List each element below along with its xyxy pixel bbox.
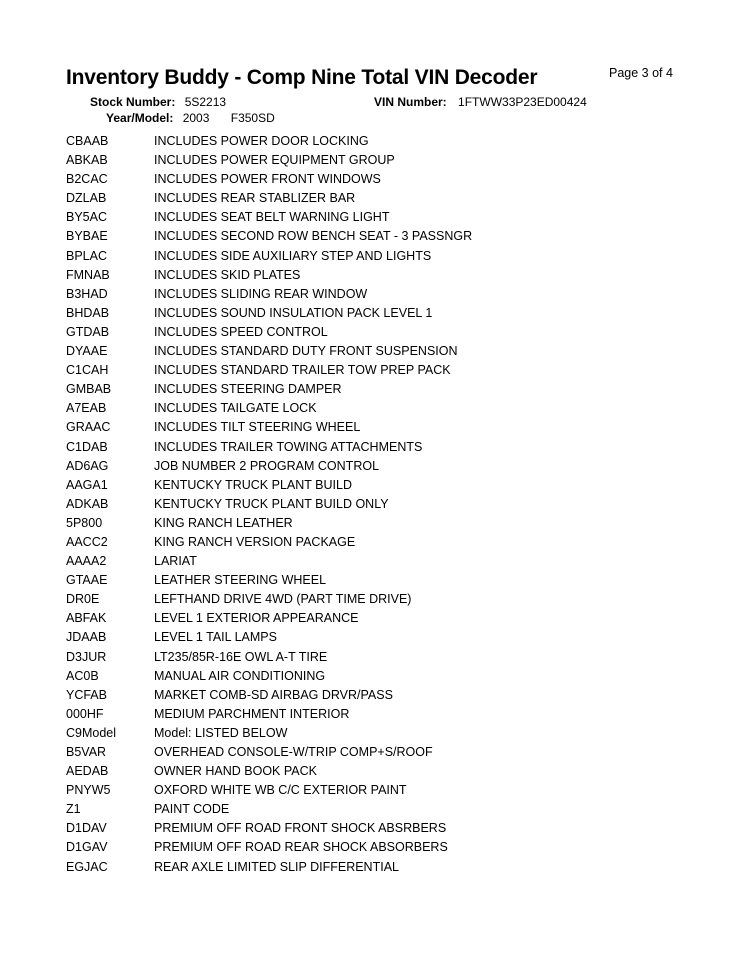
option-code: GTDAB (66, 324, 110, 339)
option-description: INCLUDES POWER DOOR LOCKING (154, 134, 369, 148)
year-model (106, 111, 275, 125)
option-code: 5P800 (66, 515, 103, 530)
list-item (66, 361, 472, 380)
option-code: AACC2 (66, 534, 108, 549)
stock-number-label: Stock Number: (90, 95, 176, 109)
list-item (66, 266, 472, 285)
page-number: Page 3 of 4 (609, 66, 673, 80)
option-code: D1DAV (66, 821, 107, 836)
list-item (66, 781, 472, 800)
option-code: BHDAB (66, 305, 110, 320)
list-item (66, 247, 472, 266)
list-item (66, 533, 472, 552)
option-description: OVERHEAD CONSOLE-W/TRIP COMP+S/ROOF (154, 745, 433, 759)
option-code: EGJAC (66, 859, 108, 874)
option-description: INCLUDES STANDARD DUTY FRONT SUSPENSION (154, 344, 458, 359)
option-description: PREMIUM OFF ROAD REAR SHOCK ABSORBERS (154, 840, 448, 855)
option-description: MARKET COMB-SD AIRBAG DRVR/PASS (154, 687, 393, 702)
option-code: B2CAC (66, 172, 108, 187)
option-code: D1GAV (66, 840, 108, 855)
option-code: Z1 (66, 802, 81, 817)
vin-number-value: 1FTWW33P23ED00424 (458, 95, 587, 109)
option-code: JDAAB (66, 630, 107, 645)
option-description: INCLUDES SECOND ROW BENCH SEAT - 3 PASSNGR (154, 229, 473, 244)
year-model-label: Year/Model: (106, 111, 174, 125)
option-description: INCLUDES SOUND INSULATION PACK LEVEL 1 (154, 305, 433, 320)
option-description: INCLUDES TAILGATE LOCK (154, 401, 317, 416)
option-code-list (66, 132, 472, 877)
option-description: INCLUDES REAR STABLIZER BAR (154, 191, 356, 206)
option-description: INCLUDES POWER FRONT WINDOWS (154, 172, 381, 187)
list-item (66, 170, 472, 189)
list-item (66, 743, 472, 762)
option-description: LEFTHAND DRIVE 4WD (PART TIME DRIVE) (154, 592, 412, 607)
list-item (66, 457, 472, 476)
option-description: PAINT CODE (154, 802, 230, 817)
option-description: LEVEL 1 TAIL LAMPS (154, 630, 277, 645)
list-item (66, 705, 472, 724)
option-code: FMNAB (66, 267, 110, 282)
list-item (66, 800, 472, 819)
option-code: 000HF (66, 706, 104, 721)
option-description: KENTUCKY TRUCK PLANT BUILD (154, 477, 352, 492)
list-item (66, 380, 472, 399)
option-description: OXFORD WHITE WB C/C EXTERIOR PAINT (154, 783, 407, 798)
year-value: 2003 (182, 111, 210, 125)
option-code: CBAAB (66, 134, 109, 148)
option-description: INCLUDES STEERING DAMPER (154, 382, 342, 397)
option-description: INCLUDES SIDE AUXILIARY STEP AND LIGHTS (154, 248, 432, 263)
list-item (66, 189, 472, 208)
list-item (66, 476, 472, 495)
option-description: MEDIUM PARCHMENT INTERIOR (154, 706, 350, 721)
list-item (66, 304, 472, 323)
option-code: D3JUR (66, 649, 107, 664)
option-code: C1DAB (66, 439, 108, 454)
option-code: DZLAB (66, 191, 107, 206)
list-item (66, 628, 472, 647)
option-description: PREMIUM OFF ROAD FRONT SHOCK ABSRBERS (154, 821, 447, 836)
option-description: INCLUDES SPEED CONTROL (154, 324, 328, 339)
list-item (66, 724, 472, 743)
option-code: DR0E (66, 592, 100, 607)
option-description: KING RANCH LEATHER (154, 515, 293, 530)
page-title: Inventory Buddy - Comp Nine Total VIN Decoder (66, 66, 538, 89)
option-code: GTAAE (66, 573, 108, 588)
list-item (66, 686, 472, 705)
option-code: AAGA1 (66, 477, 108, 492)
list-item (66, 438, 472, 457)
list-item (66, 323, 472, 342)
option-description: INCLUDES SLIDING REAR WINDOW (154, 286, 368, 301)
option-code: GMBAB (66, 382, 112, 397)
list-item (66, 227, 472, 246)
option-code: AD6AG (66, 458, 109, 473)
list-item (66, 648, 472, 667)
list-item (66, 590, 472, 609)
option-description: KING RANCH VERSION PACKAGE (154, 534, 356, 549)
model-value: F350SD (230, 111, 275, 125)
option-code: YCFAB (66, 687, 107, 702)
option-code: PNYW5 (66, 783, 111, 798)
stock-number (90, 95, 226, 109)
option-description: KENTUCKY TRUCK PLANT BUILD ONLY (154, 496, 389, 511)
option-code: AEDAB (66, 764, 109, 779)
option-description: INCLUDES SEAT BELT WARNING LIGHT (154, 210, 390, 225)
option-code: AC0B (66, 668, 99, 683)
list-item (66, 609, 472, 628)
list-item (66, 552, 472, 571)
list-item (66, 342, 472, 361)
option-code: AAAA2 (66, 554, 107, 569)
vin-number (374, 95, 587, 109)
option-description: JOB NUMBER 2 PROGRAM CONTROL (154, 458, 380, 473)
vin-number-label: VIN Number: (374, 95, 447, 109)
option-code: C1CAH (66, 363, 109, 378)
option-code: BY5AC (66, 210, 107, 225)
list-item (66, 858, 472, 877)
stock-number-value: 5S2213 (184, 95, 227, 109)
option-code: C9Model (66, 725, 117, 740)
option-description: INCLUDES POWER EQUIPMENT GROUP (154, 153, 395, 168)
list-item (66, 285, 472, 304)
list-item (66, 819, 472, 838)
option-code: GRAAC (66, 420, 111, 435)
option-description: LARIAT (154, 554, 197, 569)
list-item (66, 838, 472, 857)
option-description: INCLUDES TILT STEERING WHEEL (154, 420, 361, 435)
option-description: Model: LISTED BELOW (154, 725, 288, 740)
option-code: B3HAD (66, 286, 108, 301)
option-code: BYBAE (66, 229, 108, 244)
option-description: LEVEL 1 EXTERIOR APPEARANCE (154, 611, 359, 626)
list-item (66, 667, 472, 686)
option-code: DYAAE (66, 344, 108, 359)
option-description: REAR AXLE LIMITED SLIP DIFFERENTIAL (154, 859, 399, 874)
option-description: LT235/85R-16E OWL A-T TIRE (154, 649, 328, 664)
option-description: INCLUDES SKID PLATES (154, 267, 301, 282)
list-item (66, 571, 472, 590)
option-description: INCLUDES STANDARD TRAILER TOW PREP PACK (154, 363, 451, 378)
option-code: ABKAB (66, 153, 108, 168)
list-item (66, 208, 472, 227)
option-description: LEATHER STEERING WHEEL (154, 573, 327, 588)
option-code: ADKAB (66, 496, 109, 511)
list-item (66, 151, 472, 170)
option-code: BPLAC (66, 248, 107, 263)
option-description: OWNER HAND BOOK PACK (154, 764, 317, 779)
option-code: ABFAK (66, 611, 107, 626)
list-item (66, 514, 472, 533)
list-item (66, 495, 472, 514)
list-item (66, 762, 472, 781)
option-description: MANUAL AIR CONDITIONING (154, 668, 326, 683)
list-item (66, 132, 472, 151)
option-code: B5VAR (66, 745, 107, 759)
option-description: INCLUDES TRAILER TOWING ATTACHMENTS (154, 439, 423, 454)
option-code: A7EAB (66, 401, 107, 416)
list-item (66, 399, 472, 418)
list-item (66, 418, 472, 437)
